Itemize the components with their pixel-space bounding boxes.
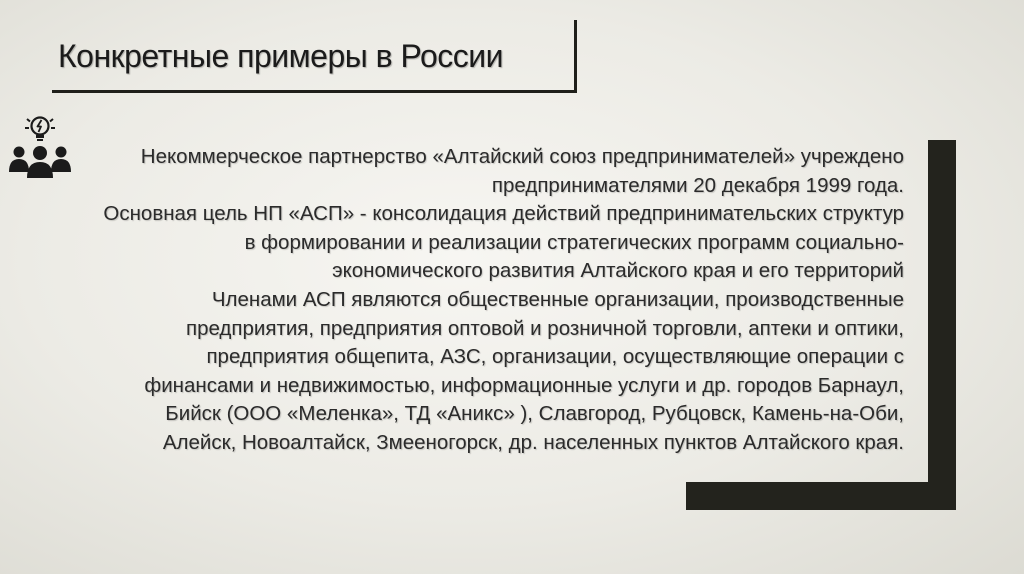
corner-decoration-vertical [928,140,956,510]
corner-decoration-horizontal [686,482,956,510]
slide-title: Конкретные примеры в России [58,38,504,74]
body-line: финансами и недвижимостью, информационные услуги и др. городов Барнаул, [144,373,904,397]
body-text [84,143,904,458]
body-line: предприятия общепита, АЗС, организации, осуществляющие операции с [206,345,904,369]
team-idea-icon [8,114,72,180]
body-line: Основная цель НП «АСП» - консолидация действий предпринимательских структур [103,202,904,226]
body-line: Бийск (ООО «Меленка», ТД «Аникс» ), Славгород, Рубцовск, Камень-на-Оби, [165,402,904,426]
body-line: предприятия, предприятия оптовой и розничной торговли, аптеки и оптики, [185,316,904,340]
body-line: предпринимателями 20 декабря 1999 года. [491,173,904,197]
body-line: Членами АСП являются общественные организации, производственные [211,287,904,311]
body-line: Некоммерческое партнерство «Алтайский союз предпринимателей» учреждено [140,145,904,168]
body-line: Алейск, Новоалтайск, Змееногорск, др. населенных пунктов Алтайского края. [162,430,904,454]
body-line: в формировании и реализации стратегических программ социально- [244,230,904,254]
body-line: экономического развития Алтайского края и его территорий [332,259,904,283]
